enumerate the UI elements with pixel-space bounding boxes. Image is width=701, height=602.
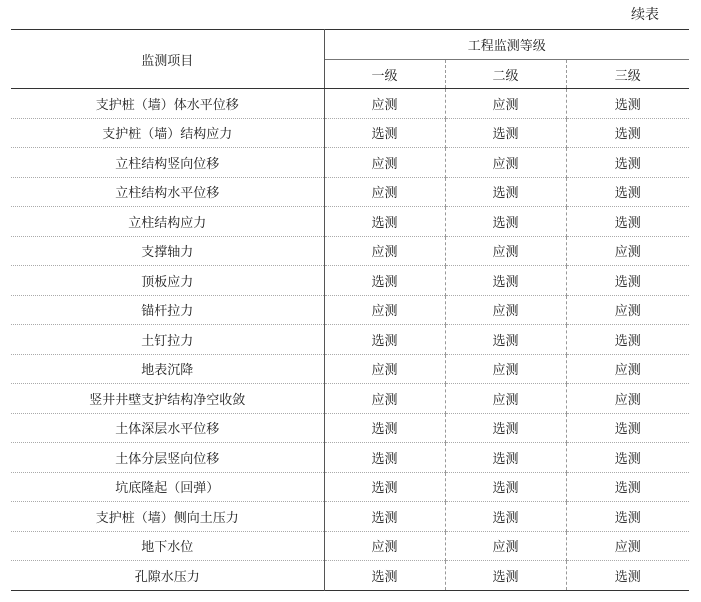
- table-row: [11, 325, 689, 355]
- level-1-cell: 选测: [324, 502, 445, 532]
- item-cell: 孔隙水压力: [11, 561, 324, 591]
- table-row: [11, 561, 689, 591]
- level-1-cell: 应测: [324, 148, 445, 178]
- level-2-cell: 选测: [445, 413, 566, 443]
- table-row: [11, 177, 689, 207]
- level-2-cell: 选测: [445, 325, 566, 355]
- header-level-1: 一级: [324, 60, 445, 89]
- level-1-cell: 应测: [324, 89, 445, 119]
- level-3-cell: 应测: [566, 384, 689, 414]
- table-row: [11, 89, 689, 119]
- table-row: [11, 384, 689, 414]
- item-cell: 支护桩（墙）结构应力: [11, 118, 324, 148]
- level-1-cell: 应测: [324, 531, 445, 561]
- level-2-cell: 选测: [445, 207, 566, 237]
- level-3-cell: 应测: [566, 531, 689, 561]
- item-cell: 立柱结构竖向位移: [11, 148, 324, 178]
- level-3-cell: 选测: [566, 118, 689, 148]
- table-row: [11, 118, 689, 148]
- level-3-cell: 选测: [566, 325, 689, 355]
- level-2-cell: 选测: [445, 472, 566, 502]
- table-row: [11, 295, 689, 325]
- level-2-cell: 应测: [445, 354, 566, 384]
- table-row: [11, 236, 689, 266]
- header-monitoring-level-group: 工程监测等级: [324, 30, 689, 60]
- level-3-cell: 选测: [566, 207, 689, 237]
- level-2-cell: 应测: [445, 148, 566, 178]
- item-cell: 地下水位: [11, 531, 324, 561]
- table-body: [11, 89, 689, 591]
- level-3-cell: 选测: [566, 266, 689, 296]
- level-2-cell: 应测: [445, 531, 566, 561]
- item-cell: 支撑轴力: [11, 236, 324, 266]
- table-row: [11, 413, 689, 443]
- item-cell: 土体分层竖向位移: [11, 443, 324, 473]
- table-row: [11, 472, 689, 502]
- level-2-cell: 选测: [445, 443, 566, 473]
- table-row: [11, 354, 689, 384]
- level-1-cell: 应测: [324, 295, 445, 325]
- level-3-cell: 应测: [566, 295, 689, 325]
- level-1-cell: 应测: [324, 354, 445, 384]
- item-cell: 竖井井壁支护结构净空收敛: [11, 384, 324, 414]
- level-3-cell: 选测: [566, 472, 689, 502]
- item-cell: 土钉拉力: [11, 325, 324, 355]
- level-3-cell: 选测: [566, 502, 689, 532]
- level-1-cell: 选测: [324, 472, 445, 502]
- level-1-cell: 应测: [324, 384, 445, 414]
- level-1-cell: 选测: [324, 325, 445, 355]
- level-1-cell: 选测: [324, 118, 445, 148]
- level-2-cell: 选测: [445, 118, 566, 148]
- item-cell: 坑底隆起（回弹）: [11, 472, 324, 502]
- monitoring-table: [11, 29, 689, 591]
- table-row: [11, 531, 689, 561]
- item-cell: 立柱结构应力: [11, 207, 324, 237]
- table-row: [11, 148, 689, 178]
- level-3-cell: 选测: [566, 443, 689, 473]
- level-2-cell: 选测: [445, 502, 566, 532]
- level-3-cell: 应测: [566, 354, 689, 384]
- item-cell: 土体深层水平位移: [11, 413, 324, 443]
- item-cell: 顶板应力: [11, 266, 324, 296]
- level-2-cell: 选测: [445, 561, 566, 591]
- level-1-cell: 选测: [324, 413, 445, 443]
- level-2-cell: 应测: [445, 295, 566, 325]
- table-row: [11, 502, 689, 532]
- level-1-cell: 应测: [324, 236, 445, 266]
- header-level-2: 二级: [445, 60, 566, 89]
- level-1-cell: 应测: [324, 177, 445, 207]
- level-2-cell: 应测: [445, 384, 566, 414]
- item-cell: 地表沉降: [11, 354, 324, 384]
- level-1-cell: 选测: [324, 561, 445, 591]
- table-row: [11, 266, 689, 296]
- level-3-cell: 选测: [614, 97, 641, 113]
- item-cell: 立柱结构水平位移: [11, 177, 324, 207]
- item-cell: 锚杆拉力: [11, 295, 324, 325]
- header-monitoring-item: 监测项目: [11, 30, 324, 89]
- level-2-cell: 应测: [445, 89, 566, 119]
- level-3-cell: 应测: [566, 236, 689, 266]
- level-3-cell: 选测: [566, 148, 689, 178]
- level-3-cell: 选测: [566, 177, 689, 207]
- level-3-cell: 选测: [566, 561, 689, 591]
- table-row: [11, 443, 689, 473]
- level-1-cell: 选测: [324, 266, 445, 296]
- level-1-cell: 选测: [324, 443, 445, 473]
- level-2-cell: 选测: [445, 177, 566, 207]
- table-row: [11, 207, 689, 237]
- header-level-3: 三级: [566, 60, 689, 89]
- level-2-cell: 应测: [445, 236, 566, 266]
- item-cell: 支护桩（墙）体水平位移: [11, 89, 324, 119]
- level-1-cell: 选测: [324, 207, 445, 237]
- continued-label: 续表: [631, 7, 659, 23]
- level-3-cell: 选测: [566, 413, 689, 443]
- level-2-cell: 选测: [445, 266, 566, 296]
- item-cell: 支护桩（墙）侧向土压力: [11, 502, 324, 532]
